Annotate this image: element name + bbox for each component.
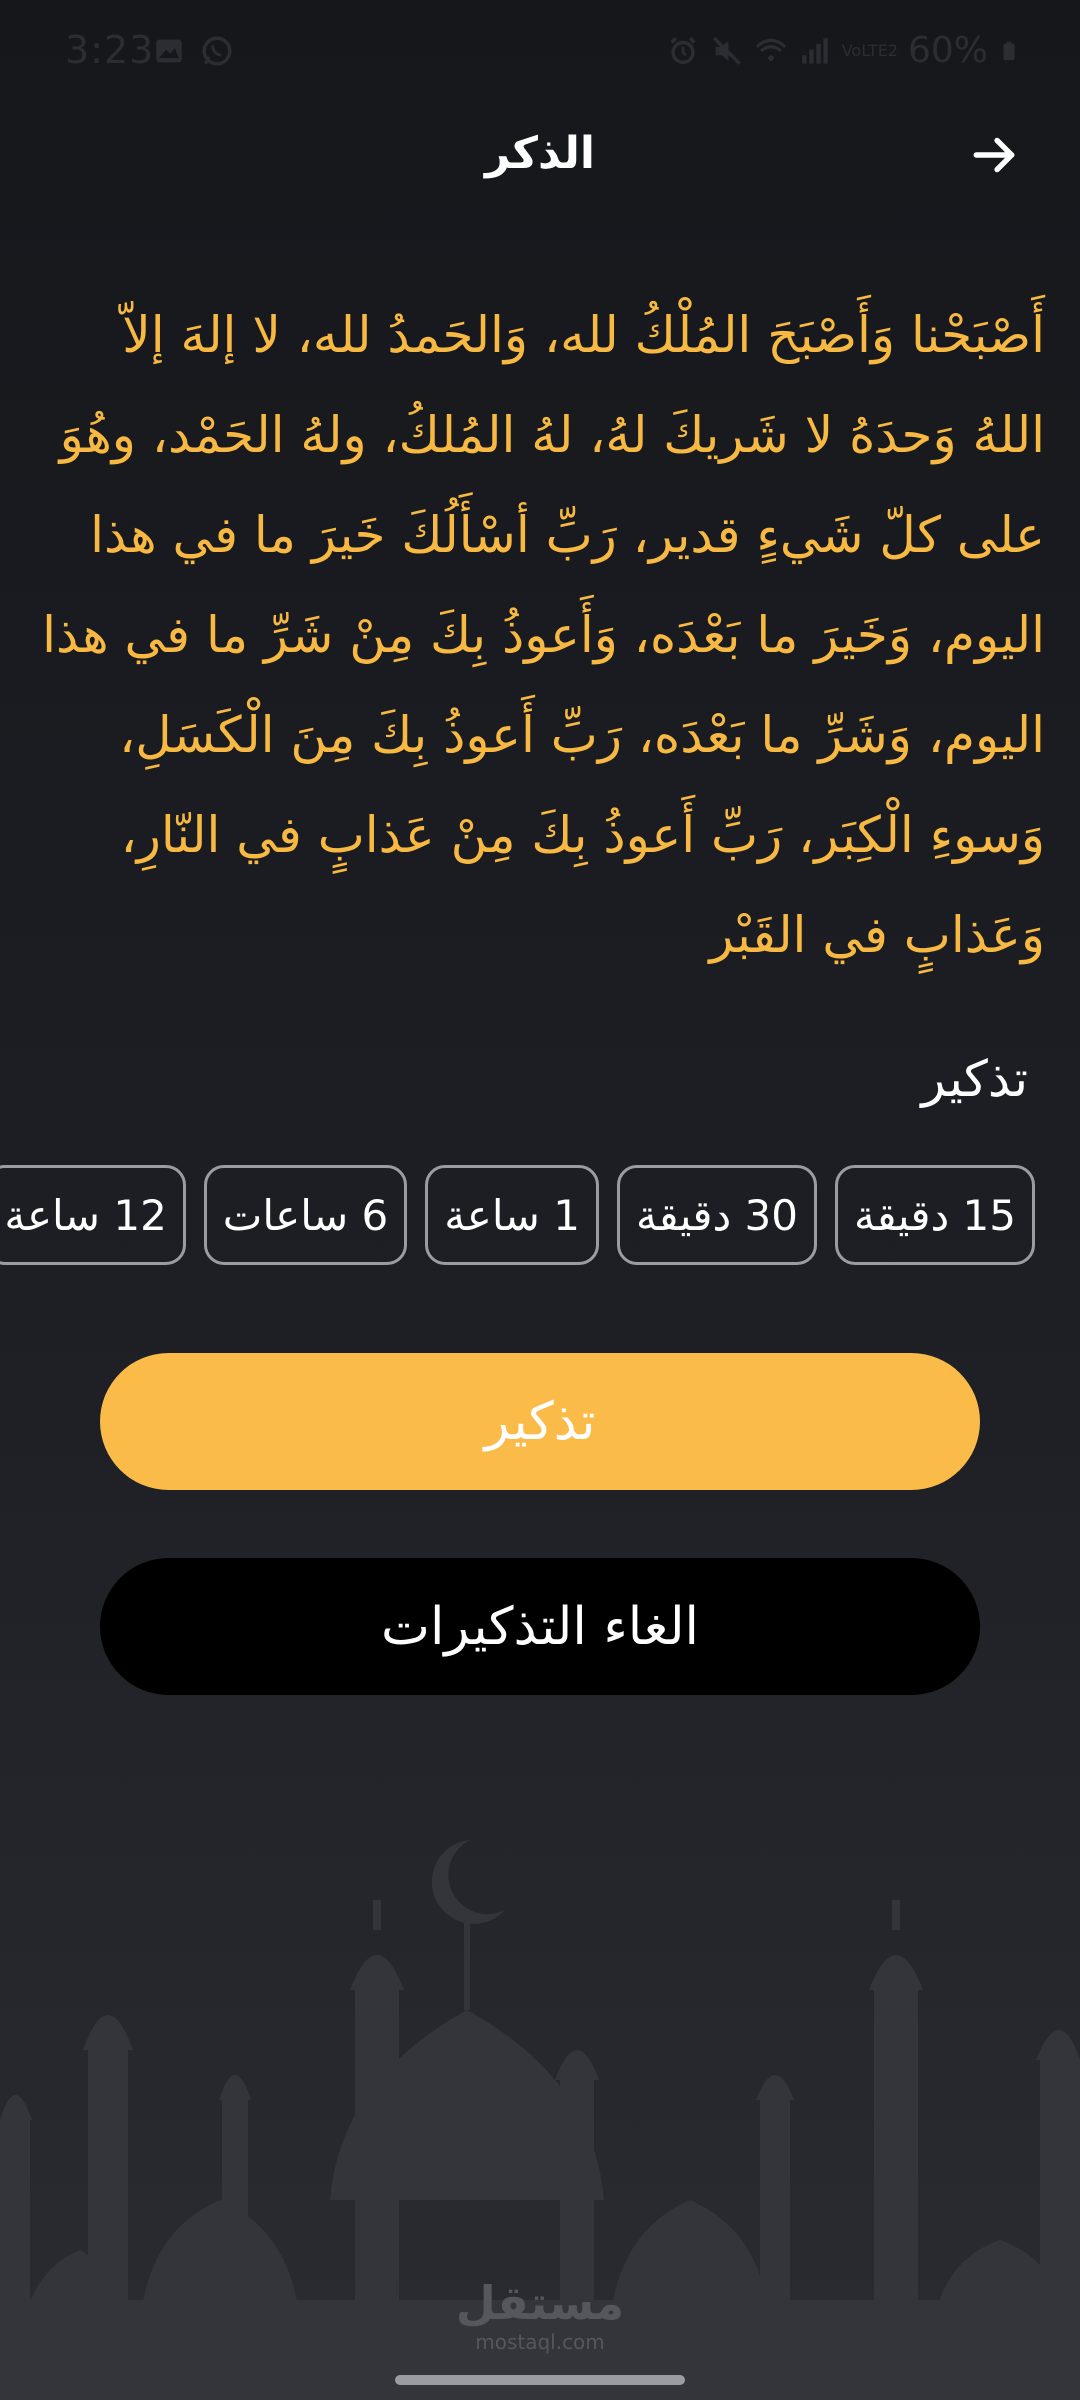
battery-percent: 60% xyxy=(907,30,988,71)
signal-icon xyxy=(798,34,832,68)
home-indicator[interactable] xyxy=(395,2375,685,2385)
reminder-options xyxy=(4,1165,1035,1270)
reminder-option-6-hours[interactable]: 6 ساعات xyxy=(204,1165,407,1265)
wifi-icon xyxy=(754,34,788,68)
dhikr-text: أَصْبَحْنا وَأَصْبَحَ المُلْكُ لله، وَالحَمدُ لله، لا إلهَ إلاّ اللهُ وَحدَهُ لا شَريكَ لهُ، لهُ المُلكُ، ولهُ الحَمْد، وهُوَ على كلّ شَيءٍ قدير، رَبِّ أسْأَلُكَ خَيرَ ما في هذا اليوم، وَخَيرَ ما بَعْدَه، وَأَعوذُ بِكَ مِنْ شَرِّ ما في هذا اليوم، وَشَرِّ ما بَعْدَه، رَبِّ أَعوذُ بِكَ مِنَ الْكَسَلِ، وَسوءِ الْكِبَر، رَبِّ أَعوذُ بِكَ مِنْ عَذابٍ في النّارِ، وَعَذابٍ في القَبْر xyxy=(42,306,1045,964)
arrow-right-icon xyxy=(970,130,1020,180)
watermark-logo: مستقل xyxy=(455,2276,625,2330)
reminder-option-30-min[interactable]: 30 دقيقة xyxy=(617,1165,817,1265)
cancel-reminders-button[interactable]: الغاء التذكيرات xyxy=(100,1558,980,1695)
alarm-icon xyxy=(666,34,700,68)
battery-icon xyxy=(998,34,1020,68)
image-icon xyxy=(152,34,186,68)
status-right xyxy=(666,30,1020,71)
status-bar xyxy=(0,0,1080,110)
header xyxy=(0,110,1080,200)
page-title: الذكر xyxy=(485,128,595,179)
reminder-option-1-hour[interactable]: 1 ساعة xyxy=(425,1165,599,1265)
reminder-option-12-hours[interactable]: 12 ساعة xyxy=(0,1165,186,1265)
watermark-url: mostaql.com xyxy=(475,2330,605,2354)
reminder-label: تذكير xyxy=(921,1050,1028,1108)
remind-button[interactable]: تذكير xyxy=(100,1353,980,1490)
watermark xyxy=(0,2276,1080,2354)
status-time: 3:23 xyxy=(65,28,155,72)
back-button[interactable] xyxy=(960,120,1030,190)
whatsapp-icon xyxy=(200,34,234,68)
mute-icon xyxy=(710,34,744,68)
status-left-icons xyxy=(152,34,234,68)
reminder-option-15-min[interactable]: 15 دقيقة xyxy=(835,1165,1035,1265)
network-label: VoLTE2 xyxy=(841,40,898,60)
